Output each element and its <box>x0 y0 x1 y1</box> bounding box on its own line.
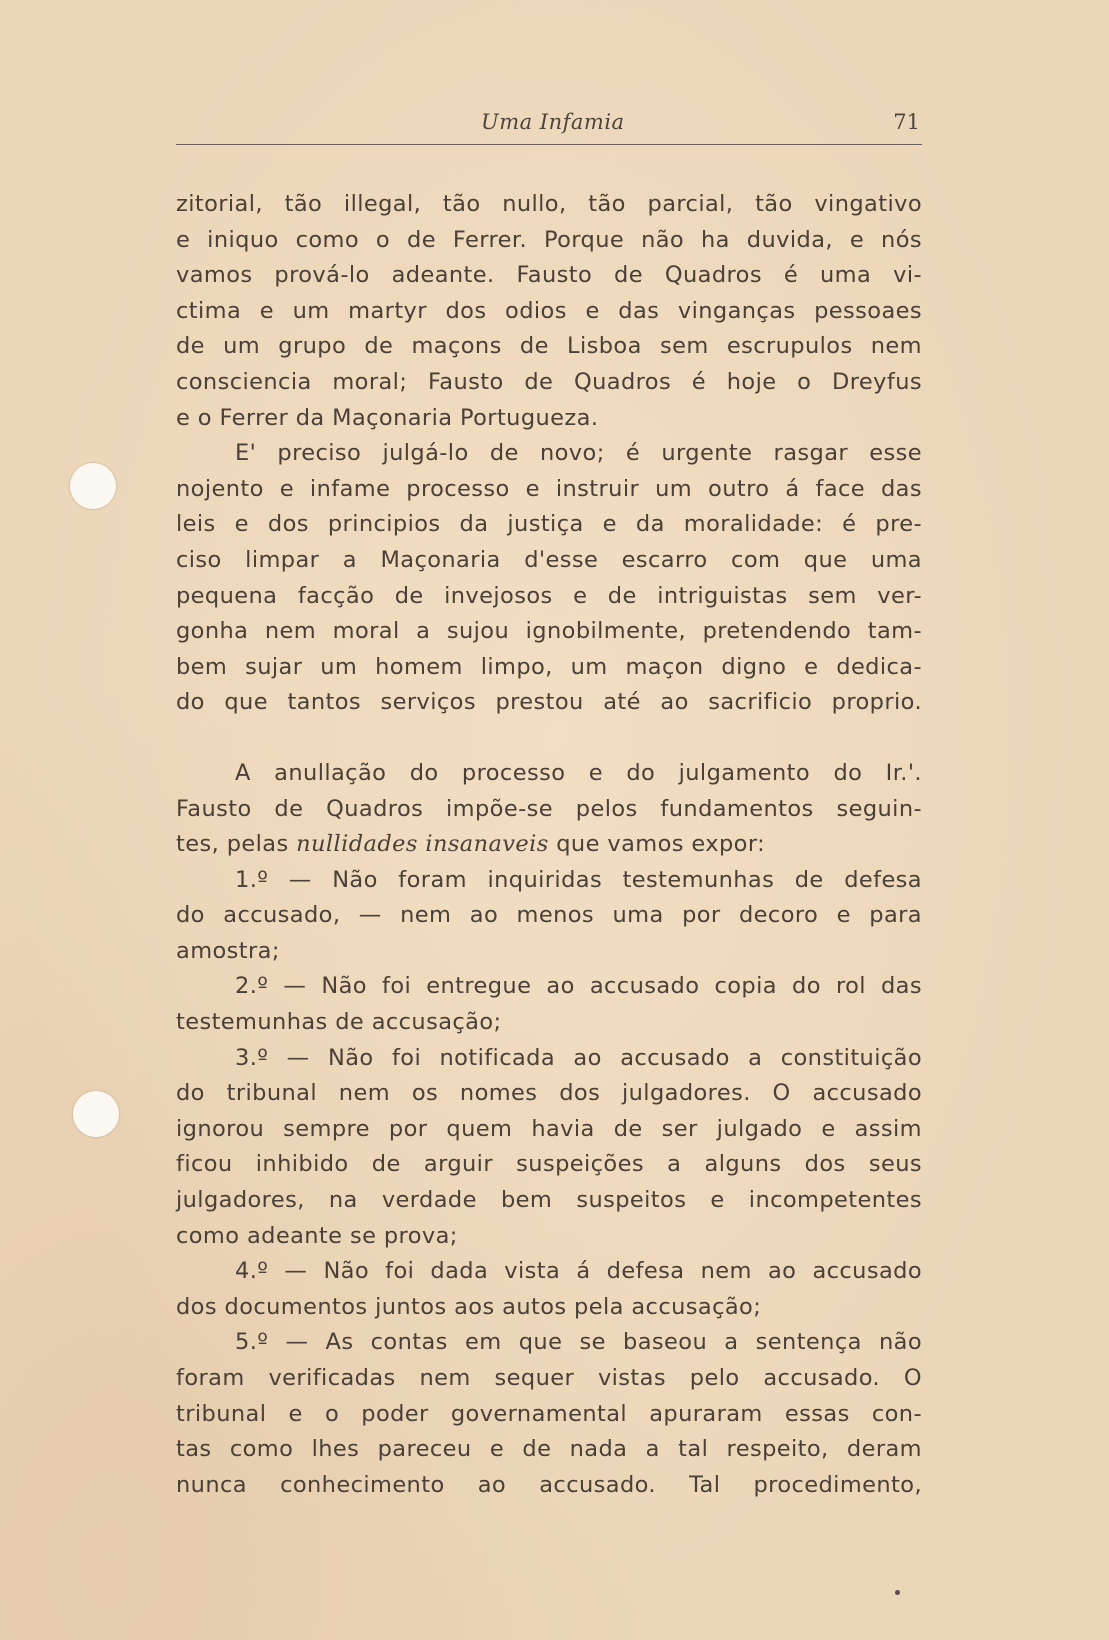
punch-hole <box>70 463 116 509</box>
list-item-line: testemunhas de accusação; <box>176 1009 502 1036</box>
list-item-line: amostra; <box>176 937 280 964</box>
text-line: gonha nem moral a sujou ignobilmente, pretendendo tam- <box>176 618 922 645</box>
text-line: leis e dos principios da justiça e da moralidade: é pre- <box>176 511 922 538</box>
list-item-line: 5.º — As contas em que se baseou a sentença não <box>235 1329 922 1356</box>
text-line: bem sujar um homem limpo, um maçon digno e dedica- <box>176 653 922 680</box>
text-line: e o Ferrer da Maçonaria Portugueza. <box>176 404 599 431</box>
text-fragment: que vamos expor: <box>548 831 766 858</box>
list-item-line: do accusado, — nem ao menos uma por decoro e para <box>176 902 922 929</box>
running-title: Uma Infamia <box>481 110 625 134</box>
list-item-line: julgadores, na verdade bem suspeitos e incompetentes <box>176 1187 922 1214</box>
text-line: nojento e infame processo e instruir um outro á face das <box>176 475 922 502</box>
text-line: e iniquo como o de Ferrer. Porque não ha duvida, e nós <box>176 226 922 253</box>
list-item-line: tribunal e o poder governamental apuraram essas con- <box>176 1400 922 1427</box>
ink-speck <box>895 1590 900 1595</box>
text-line: do que tantos serviços prestou até ao sacrificio proprio. <box>176 689 922 716</box>
page-number: 71 <box>893 110 920 134</box>
list-item-line: ficou inhibido de arguir suspeições a alguns dos seus <box>176 1151 922 1178</box>
list-item-line: 2.º — Não foi entregue ao accusado copia do rol das <box>235 973 922 1000</box>
emphasis-text: nullidades insanaveis <box>296 831 549 858</box>
text-line: E' preciso julgá-lo de novo; é urgente rasgar esse <box>235 440 922 467</box>
text-fragment: tes, pelas <box>176 831 297 858</box>
text-line: zitorial, tão illegal, tão nullo, tão parcial, tão vingativo <box>176 191 922 217</box>
text-line <box>176 827 922 863</box>
text-line: consciencia moral; Fausto de Quadros é hoje o Dreyfus <box>176 368 922 395</box>
text-line: ctima e um martyr dos odios e das vinganças pessoaes <box>176 297 922 324</box>
list-item-line: 3.º — Não foi notificada ao accusado a constituição <box>235 1044 922 1071</box>
text-line: ciso limpar a Maçonaria d'esse escarro com que uma <box>176 546 922 573</box>
list-item-line: 4.º — Não foi dada vista á defesa nem ao accusado <box>235 1258 922 1285</box>
list-item-line: ignorou sempre por quem havia de ser julgado e assim <box>176 1115 922 1142</box>
list-item-line: como adeante se prova; <box>176 1222 458 1249</box>
text-line: A anullação do processo e do julgamento do Ir.'. <box>235 759 922 786</box>
paragraph-gap <box>176 721 922 756</box>
text-body <box>176 187 922 1503</box>
text-line: Fausto de Quadros impõe-se pelos fundamentos seguin- <box>176 795 922 822</box>
punch-hole <box>73 1091 119 1137</box>
list-item-line: tas como lhes pareceu e de nada a tal respeito, deram <box>176 1436 922 1463</box>
list-item-line: foram verificadas nem sequer vistas pelo accusado. O <box>176 1365 922 1391</box>
text-line: pequena facção de invejosos e de intriguistas sem ver- <box>176 582 922 609</box>
list-item-line: dos documentos juntos aos autos pela accusação; <box>176 1293 762 1320</box>
running-header <box>176 104 922 145</box>
list-item-line: nunca conhecimento ao accusado. Tal procedimento, <box>176 1471 922 1498</box>
list-item-line: do tribunal nem os nomes dos julgadores. O accusado <box>176 1080 922 1107</box>
text-line: de um grupo de maçons de Lisboa sem escrupulos nem <box>176 333 922 360</box>
text-line: vamos prová-lo adeante. Fausto de Quadros é uma vi- <box>176 262 922 289</box>
list-item-line: 1.º — Não foram inquiridas testemunhas de defesa <box>235 866 922 893</box>
